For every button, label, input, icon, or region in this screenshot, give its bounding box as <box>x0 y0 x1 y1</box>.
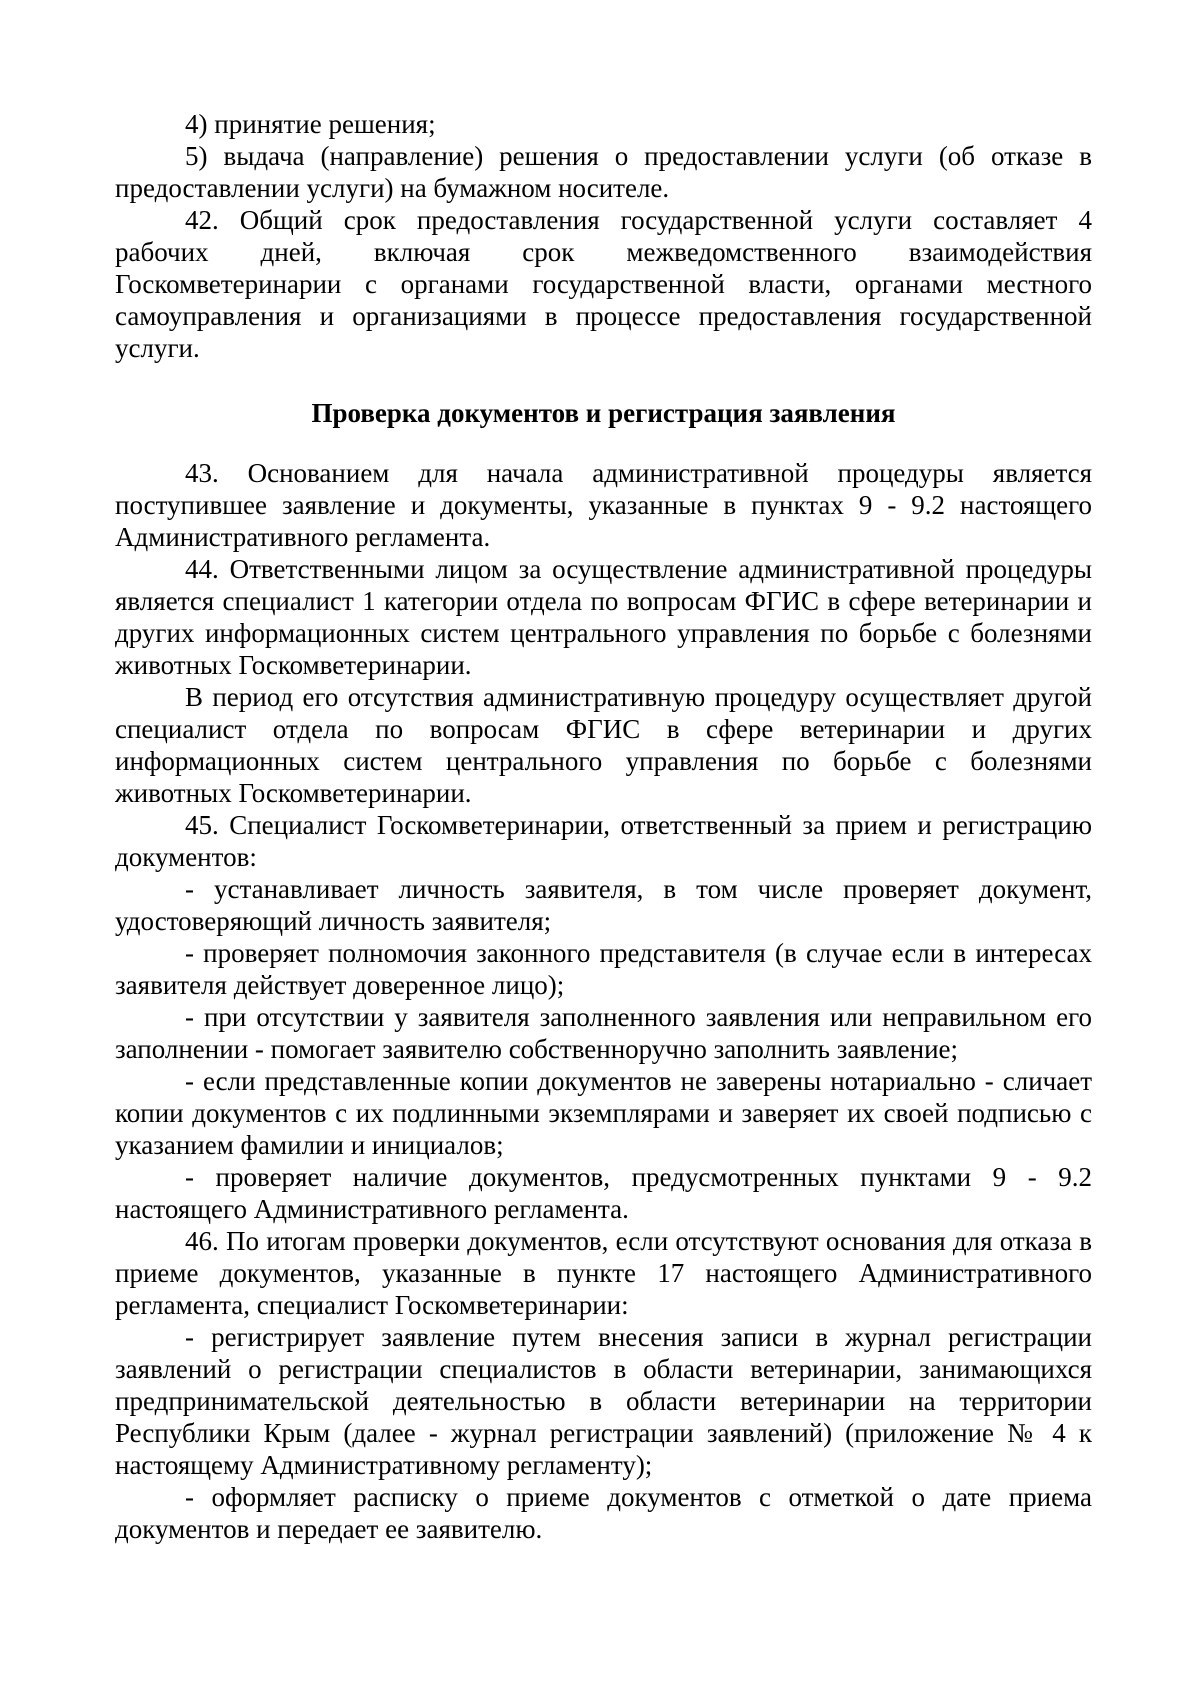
paragraph-45-item-copies: - если представленные копии документов не заверены нотариально - сличает копии документов с их подлинными экземплярами и заверяет их своей подписью с указанием фамилии и инициалов; <box>115 1066 1092 1160</box>
paragraph-43: 43. Основанием для начала административной процедуры является поступившее заявление и документы, указанные в пунктах 9 - 9.2 настоящего Административного регламента. <box>115 458 1092 552</box>
paragraph-45-item-assist: - при отсутствии у заявителя заполненного заявления или неправильном его заполнении - помогает заявителю собственноручно заполнить заявление; <box>115 1002 1092 1064</box>
paragraph-item-4: 4) принятие решения; <box>185 109 436 139</box>
paragraph-item-5: 5) выдача (направление) решения о предоставлении услуги (об отказе в предоставлении услуги) на бумажном носителе. <box>115 141 1092 203</box>
paragraph-44: 44. Ответственными лицом за осуществление административной процедуры является специалист 1 категории отдела по вопросам ФГИС в сфере ветеринарии и других информационных систем центрального управления по борьбе с болезнями животных Госкомветеринарии. <box>115 554 1092 680</box>
paragraph-45-item-authority: - проверяет полномочия законного представителя (в случае если в интересах заявителя действует доверенное лицо); <box>115 938 1092 1000</box>
document-page <box>115 108 1092 1545</box>
paragraph-44-substitute: В период его отсутствия административную процедуру осуществляет другой специалист отдела по вопросам ФГИС в сфере ветеринарии и других информационных систем центрального управления по борьбе с болезнями животных Госкомветеринарии. <box>115 682 1092 808</box>
paragraph-46-item-receipt: - оформляет расписку о приеме документов с отметкой о дате приема документов и передает ее заявителю. <box>115 1482 1092 1544</box>
section-heading: Проверка документов и регистрация заявления <box>311 398 896 428</box>
paragraph-46-item-register: - регистрирует заявление путем внесения записи в журнал регистрации заявлений о регистрации специалистов в области ветеринарии, занимающихся предпринимательской деятельностью в области ветеринарии на территории Республики Крым (далее - журнал регистрации заявлений) (приложение № 4 к настоящему Административному регламенту); <box>115 1322 1092 1480</box>
paragraph-42: 42. Общий срок предоставления государственной услуги составляет 4 рабочих дней, включая срок межведомственного взаимодействия Госкомветеринарии с органами государственной власти, органами местного самоуправления и организациями в процессе предоставления государственной услуги. <box>115 205 1092 363</box>
paragraph-45-item-identity: - устанавливает личность заявителя, в том числе проверяет документ, удостоверяющий личность заявителя; <box>115 874 1092 936</box>
paragraph-45: 45. Специалист Госкомветеринарии, ответственный за прием и регистрацию документов: <box>115 810 1092 872</box>
paragraph-45-item-check: - проверяет наличие документов, предусмотренных пунктами 9 - 9.2 настоящего Административного регламента. <box>115 1162 1092 1224</box>
paragraph-46: 46. По итогам проверки документов, если отсутствуют основания для отказа в приеме документов, указанные в пункте 17 настоящего Административного регламента, специалист Госкомветеринарии: <box>115 1226 1092 1320</box>
